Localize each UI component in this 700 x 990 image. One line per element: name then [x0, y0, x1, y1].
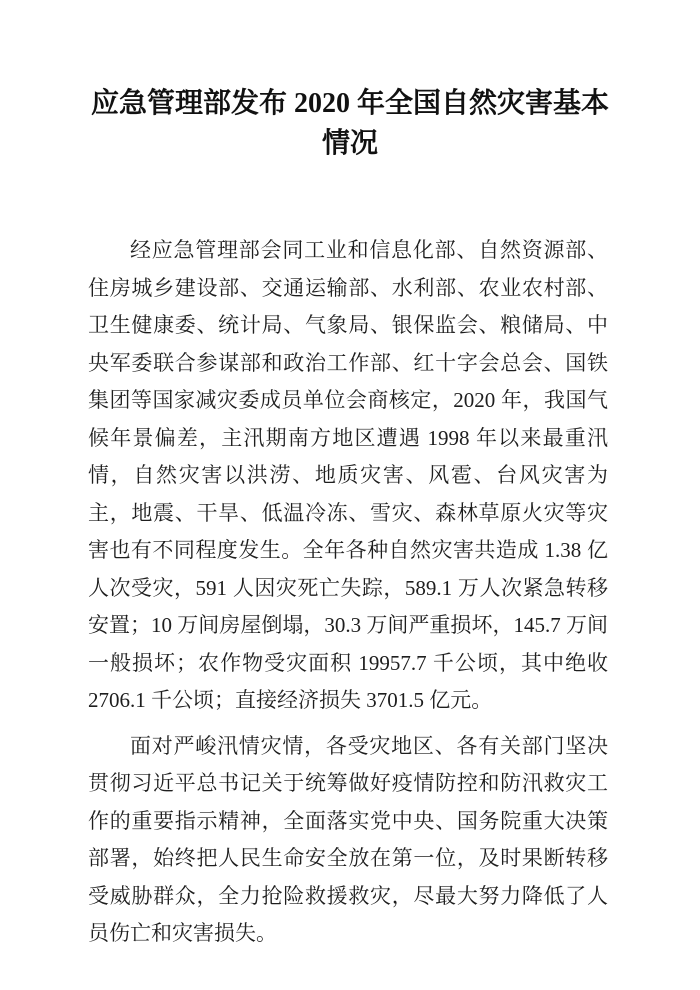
document-body	[88, 232, 608, 953]
paragraph-disaster-summary: 经应急管理部会同工业和信息化部、自然资源部、住房城乡建设部、交通运输部、水利部、农业农村部、卫生健康委、统计局、气象局、银保监会、粮储局、中央军委联合参谋部和政治工作部、红十字会总会、国铁集团等国家减灾委成员单位会商核定，2020 年，我国气候年景偏差，主汛期南方地区遭遇 1998 年以来最重汛情，自然灾害以洪涝、地质灾害、风雹、台风灾害为主，地震、干旱、低温冷冻、雪灾、森林草原火灾等灾害也有不同程度发生。全年各种自然灾害共造成 1.38 亿人次受灾，591 人因灾死亡失踪，589.1 万人次紧急转移安置；10 万间房屋倒塌，30.3 万间严重损坏，145.7 万间一般损坏；农作物受灾面积 19957.7 千公顷，其中绝收 2706.1 千公顷；直接经济损失 3701.5 亿元。	[88, 238, 608, 712]
paragraph-response-measures: 面对严峻汛情灾情，各受灾地区、各有关部门坚决贯彻习近平总书记关于统筹做好疫情防控和防汛救灾工作的重要指示精神，全面落实党中央、国务院重大决策部署，始终把人民生命安全放在第一位，及时果断转移受威胁群众，全力抢险救援救灾，尽最大努力降低了人员伤亡和灾害损失。	[88, 733, 608, 945]
document-title: 应急管理部发布 2020 年全国自然灾害基本情况	[90, 88, 609, 159]
